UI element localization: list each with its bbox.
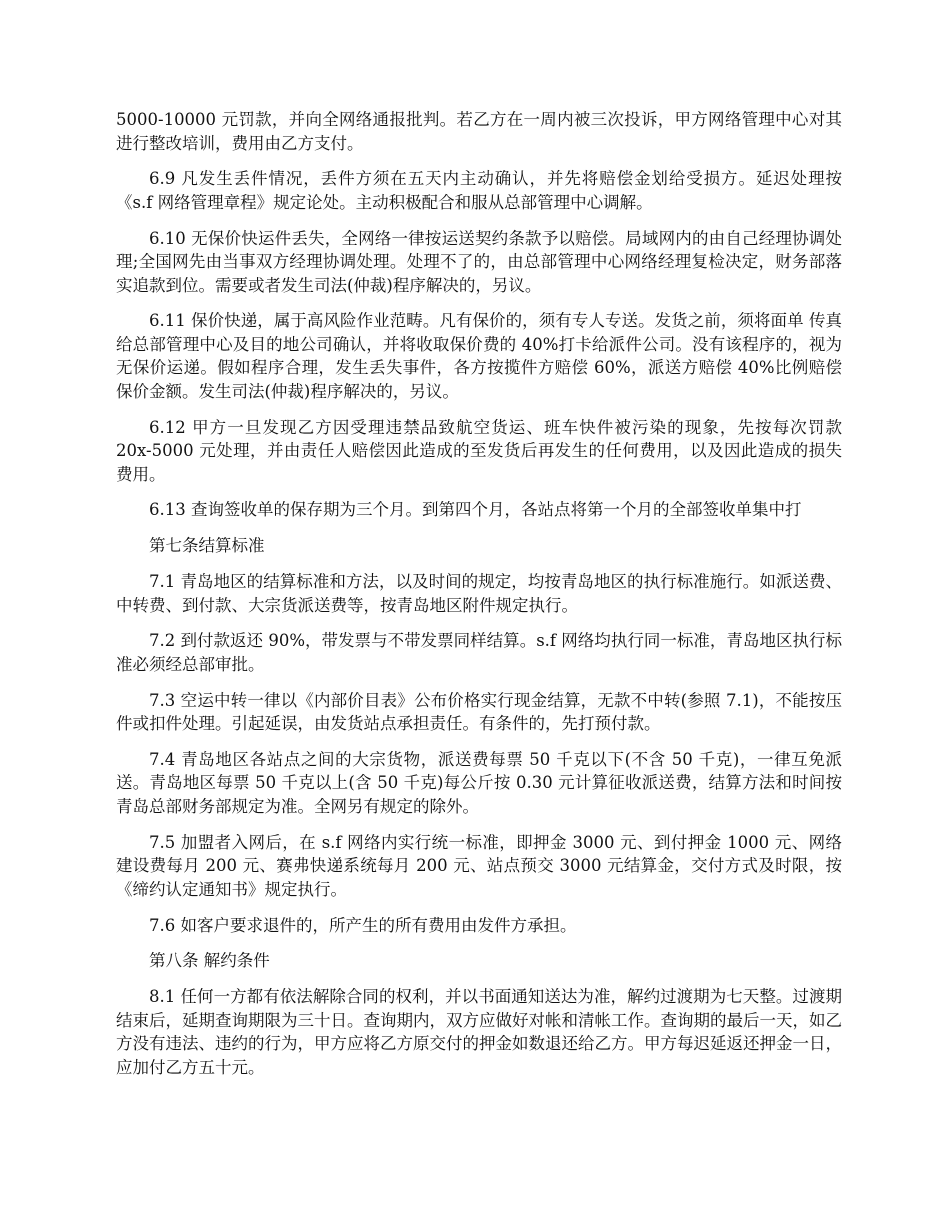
paragraph-7-2: 7.2 到付款返还 90%，带发票与不带发票同样结算。s.f 网络均执行同一标准，青岛地区执行标准必须经总部审批。 — [116, 631, 842, 674]
section-heading-article-8: 第八条 解约条件 — [149, 951, 270, 971]
paragraph-6-9: 6.9 凡发生丢件情况，丢件方须在五天内主动确认，并先将赔偿金划给受损方。延迟处理按《s.f 网络管理章程》规定论处。主动积极配合和服从总部管理中心调解。 — [116, 169, 842, 212]
paragraph-6-12: 6.12 甲方一旦发现乙方因受理违禁品致航空货运、班车快件被污染的现象，先按每次罚款 20x-5000 元处理，并由责任人赔偿因此造成的至发货后再发生的任何费用，以及因此造成的损失费用。 — [116, 417, 842, 484]
paragraph-8-1: 8.1 任何一方都有依法解除合同的权利，并以书面通知送达为准，解约过渡期为七天整。过渡期结束后，延期查询期限为三十日。查询期内，双方应做好对帐和清帐工作。查询期的最后一天，如乙方没有违法、违约的行为，甲方应将乙方原交付的押金如数退还给乙方。甲方每迟延返还押金一日，应加付乙方五十元。 — [116, 987, 842, 1077]
paragraph-7-4: 7.4 青岛地区各站点之间的大宗货物，派送费每票 50 千克以下(不含 50 千克)，一律互免派送。青岛地区每票 50 千克以上(含 50 千克)每公斤按 0.30 元计算征收派送费，结算方法和时间按青岛总部财务部规定为准。全网另有规定的除外。 — [116, 749, 842, 816]
paragraph-penalty-continuation: 5000-10000 元罚款，并向全网络通报批判。若乙方在一周内被三次投诉，甲方网络管理中心对其进行整改培训，费用由乙方支付。 — [116, 110, 842, 153]
document-body — [116, 108, 842, 1091]
paragraph-7-6: 7.6 如客户要求退件的，所产生的所有费用由发件方承担。 — [149, 915, 577, 935]
paragraph-7-3: 7.3 空运中转一律以《内部价目表》公布价格实行现金结算，无款不中转(参照 7.1)，不能按压件或扣件处理。引起延误，由发货站点承担责任。有条件的，先打预付款。 — [116, 690, 842, 734]
section-heading-article-7: 第七条结算标准 — [149, 536, 265, 556]
paragraph-6-13: 6.13 查询签收单的保存期为三个月。到第四个月，各站点将第一个月的全部签收单集中打 — [149, 500, 802, 520]
paragraph-7-1: 7.1 青岛地区的结算标准和方法，以及时间的规定，均按青岛地区的执行标准施行。如派送费、中转费、到付款、大宗货派送费等，按青岛地区附件规定执行。 — [116, 572, 842, 615]
paragraph-6-11: 6.11 保价快递，属于高风险作业范畴。凡有保价的，须有专人专送。发货之前，须将面单 传真给总部管理中心及目的地公司确认，并将收取保价费的 40%打卡给派件公司。没有该程序的，视为无保价运递。假如程序合理，发生丢失事件，各方按揽件方赔偿 60%，派送方赔偿 40%比例赔偿保价金额。发生司法(仲裁)程序解决的，另议。 — [116, 311, 842, 401]
paragraph-6-10: 6.10 无保价快运件丢失，全网络一律按运送契约条款予以赔偿。局域网内的由自己经理协调处理;全国网先由当事双方经理协调处理。处理不了的，由总部管理中心网络经理复检决定，财务部落实追款到位。需要或者发生司法(仲裁)程序解决的，另议。 — [116, 228, 842, 295]
paragraph-7-5: 7.5 加盟者入网后，在 s.f 网络内实行统一标准，即押金 3000 元、到付押金 1000 元、网络建设费每月 200 元、赛弗快递系统每月 200 元、站点预交 3000 元结算金，交付方式及时限，按《缔约认定通知书》规定执行。 — [116, 832, 842, 899]
